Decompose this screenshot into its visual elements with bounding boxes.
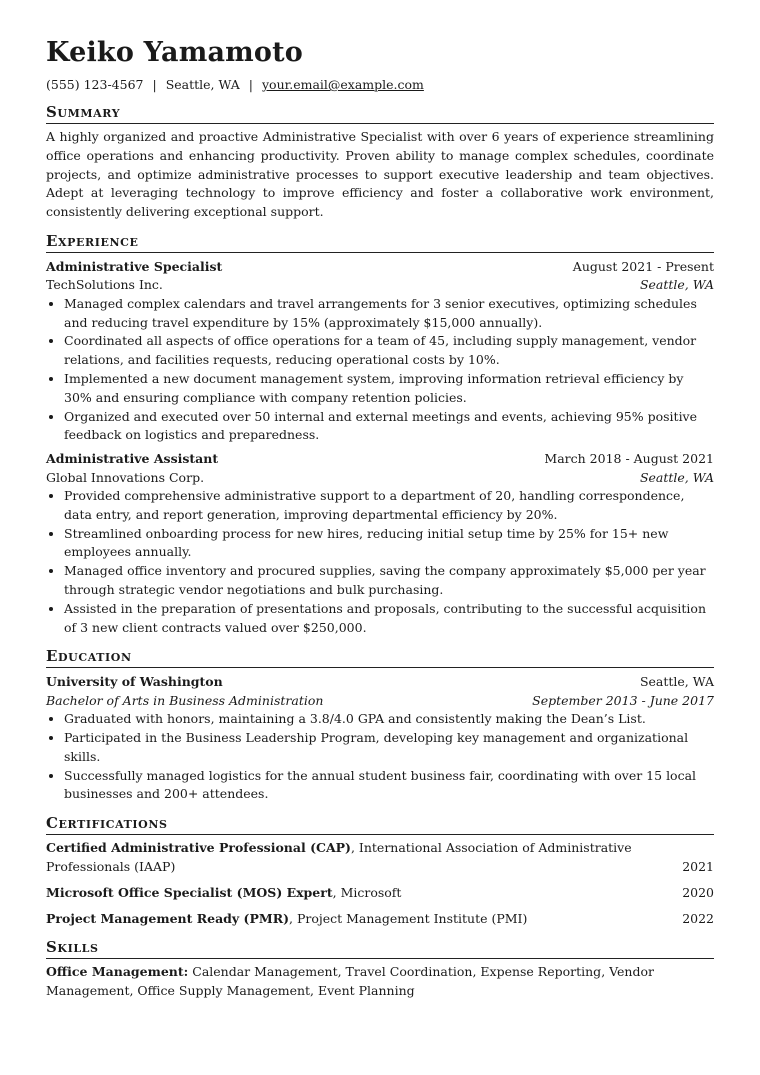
- contact-line: [46, 76, 714, 93]
- skill-line: [46, 963, 714, 1001]
- company: Global Innovations Corp.: [46, 469, 205, 485]
- job-bullets: [46, 295, 714, 445]
- certification-name: Project Management Ready (PMR): [46, 910, 289, 926]
- certification-item: [46, 910, 714, 929]
- experience-entry: [46, 450, 714, 637]
- certification-item: [46, 884, 714, 903]
- separator: |: [152, 77, 157, 92]
- bullet-item: • Provided comprehensive administrative support to a department of 20, handling correspondence, data entry, and report generation, improving departmental efficiency by 20%.: [64, 487, 714, 525]
- phone: (555) 123-4567: [46, 77, 144, 92]
- education-bullets: [46, 710, 714, 804]
- job-title: Administrative Assistant: [46, 451, 219, 467]
- section-title-skills: Skills: [46, 937, 714, 959]
- education-dates: September 2013 - June 2017: [532, 692, 714, 708]
- summary-text: A highly organized and proactive Administrative Specialist with over 6 years of experience streamlining office operations and enhancing productivity. Proven ability to manage complex schedules, coordinate projects, and optimize administrative processes to support executive leadership and team objectives. Adept at leveraging technology to improve efficiency and foster a collaborative work environment, consistently delivering exceptional support.: [46, 129, 714, 220]
- education-entry: [46, 673, 714, 804]
- certification-year: 2020: [682, 884, 714, 900]
- bullet-item: • Organized and executed over 50 internal and external meetings and events, achieving 95% positive feedback on logistics and preparedness.: [64, 408, 714, 446]
- certification-year: 2022: [682, 910, 714, 926]
- certification-name: Microsoft Office Specialist (MOS) Expert: [46, 884, 333, 900]
- job-location: Seattle, WA: [639, 277, 714, 293]
- bullet-item: • Coordinated all aspects of office operations for a team of 45, including supply management, vendor relations, and facilities requests, reducing operational costs by 10%.: [64, 332, 714, 370]
- section-title-education: Education: [46, 646, 714, 668]
- bullet-item: • Managed complex calendars and travel arrangements for 3 senior executives, optimizing schedules and reducing travel expenditure by 15% (approximately $15,000 annually).: [64, 295, 714, 333]
- experience-entry: [46, 258, 714, 445]
- certification-item: [46, 839, 714, 877]
- school-name: University of Washington: [46, 674, 223, 690]
- bullet-item: • Managed office inventory and procured supplies, saving the company approximately $5,000 per year through strategic vendor negotiations and bulk purchasing.: [64, 562, 714, 600]
- certification-issuer: , International Association of Administrative Professionals (IAAP): [46, 840, 632, 874]
- job-bullets: [46, 487, 714, 637]
- company: TechSolutions Inc.: [46, 277, 163, 293]
- bullet-item: • Assisted in the preparation of presentations and proposals, contributing to the successful acquisition of 3 new client contracts valued over $250,000.: [64, 600, 714, 638]
- bullet-item: • Streamlined onboarding process for new hires, reducing initial setup time by 25% for 15+ new employees annually.: [64, 525, 714, 563]
- certification-issuer: , Microsoft: [332, 884, 402, 900]
- certification-issuer: , Project Management Institute (PMI): [289, 910, 528, 926]
- separator: |: [248, 77, 253, 92]
- school-location: Seattle, WA: [639, 674, 714, 690]
- bullet-item: • Graduated with honors, maintaining a 3.8/4.0 GPA and consistently making the Dean’s List.: [64, 710, 714, 729]
- bullet-item: • Implemented a new document management system, improving information retrieval efficiency by 30% and ensuring compliance with company retention policies.: [64, 370, 714, 408]
- certification-year: 2021: [682, 858, 714, 874]
- section-title-summary: Summary: [46, 102, 714, 124]
- certification-name: Certified Administrative Professional (CAP): [46, 840, 351, 856]
- email-link[interactable]: your.email@example.com: [261, 77, 424, 92]
- candidate-name: Keiko Yamamoto: [46, 37, 304, 68]
- job-location: Seattle, WA: [639, 469, 714, 485]
- job-dates: March 2018 - August 2021: [544, 451, 714, 467]
- job-title: Administrative Specialist: [46, 258, 223, 274]
- skill-items: Calendar Management, Travel Coordination, Expense Reporting, Vendor Management, Office Supply Management, Event Planning: [46, 964, 654, 999]
- job-dates: August 2021 - Present: [572, 258, 714, 274]
- section-title-certifications: Certifications: [46, 813, 714, 835]
- location: Seattle, WA: [165, 77, 240, 92]
- bullet-item: • Successfully managed logistics for the annual student business fair, coordinating with over 15 local businesses and 200+ attendees.: [64, 767, 714, 805]
- degree: Bachelor of Arts in Business Administration: [46, 692, 324, 708]
- bullet-item: • Participated in the Business Leadership Program, developing key management and organizational skills.: [64, 729, 714, 767]
- section-title-experience: Experience: [46, 231, 714, 253]
- skill-category: Office Management:: [46, 964, 189, 980]
